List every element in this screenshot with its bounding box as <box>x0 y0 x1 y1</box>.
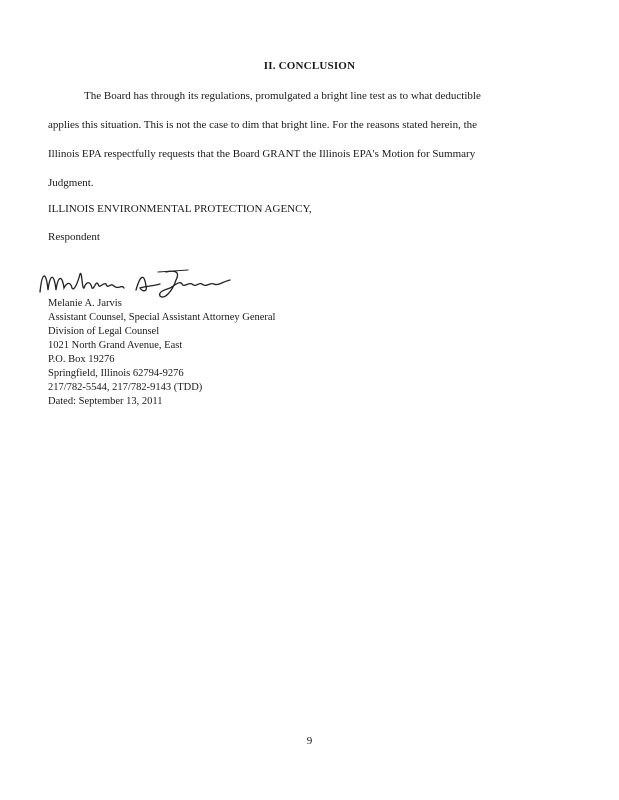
agency-name: ILLINOIS ENVIRONMENTAL PROTECTION AGENCY, <box>48 203 312 215</box>
respondent-label: Respondent <box>48 231 100 243</box>
paragraph-line: applies this situation. This is not the case to dim that bright line. For the reasons stated herein, the <box>48 119 478 131</box>
signer-name: Melanie A. Jarvis <box>48 298 122 309</box>
signature-block <box>48 297 275 409</box>
signer-phone: 217/782-5544, 217/782-9143 (TDD) <box>48 382 203 393</box>
signer-title: Assistant Counsel, Special Assistant Attorney General <box>48 312 276 323</box>
signer-address: 1021 North Grand Avenue, East <box>48 340 183 351</box>
signer-city: Springfield, Illinois 62794-9276 <box>48 368 184 379</box>
paragraph-line: Illinois EPA respectfully requests that the Board GRANT the Illinois EPA's Motion for Summary <box>48 148 476 160</box>
date-line: Dated: September 13, 2011 <box>48 396 163 407</box>
paragraph-line: Judgment. <box>48 177 94 189</box>
page-number: 9 <box>306 735 313 747</box>
signer-po-box: P.O. Box 19276 <box>48 354 115 365</box>
section-heading: II. CONCLUSION <box>263 60 356 72</box>
signer-division: Division of Legal Counsel <box>48 326 160 337</box>
paragraph-line: The Board has through its regulations, promulgated a bright line test as to what deductible <box>84 90 481 102</box>
